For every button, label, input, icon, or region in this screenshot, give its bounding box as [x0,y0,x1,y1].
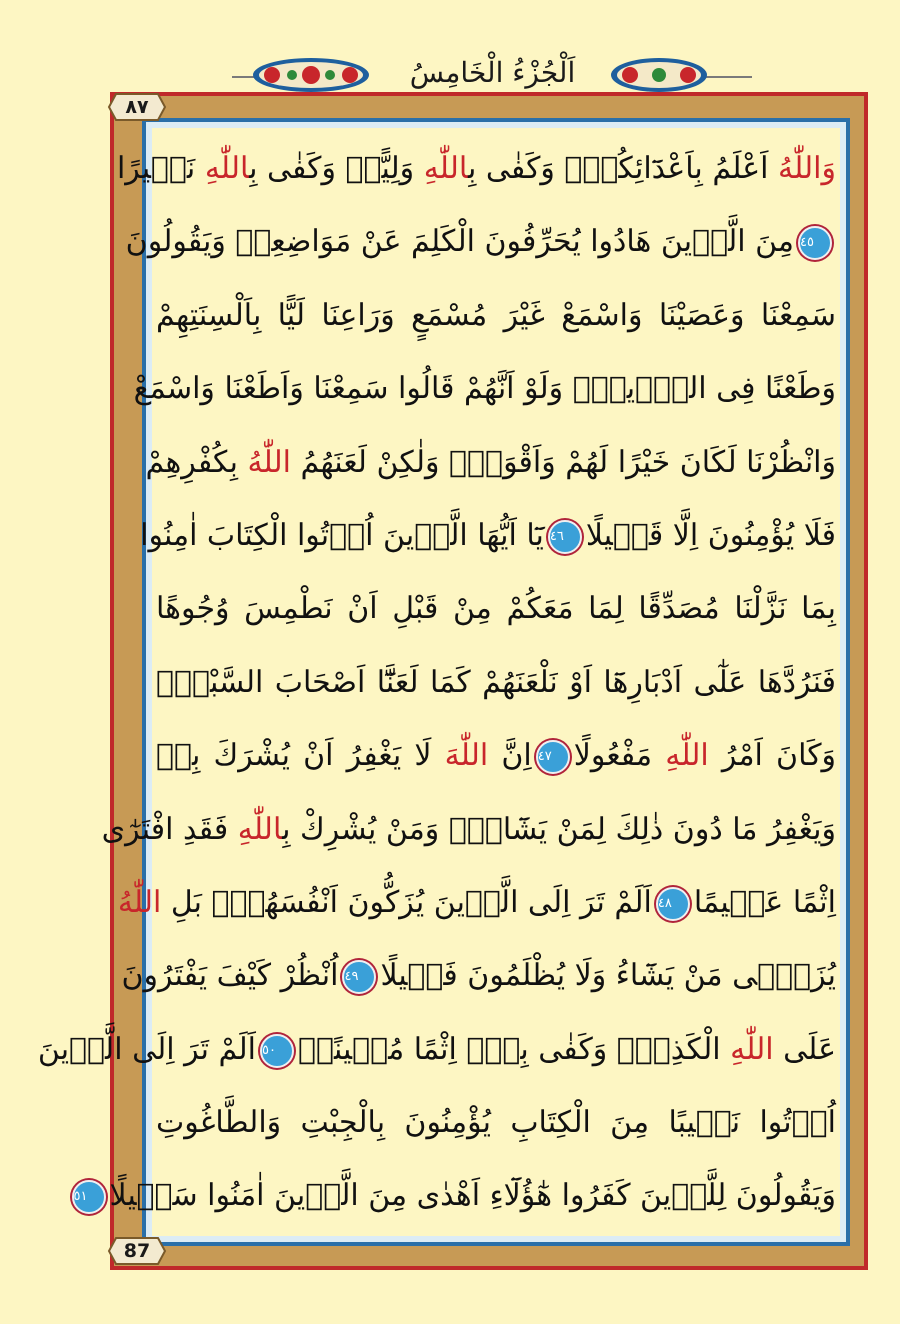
ayah-marker: ٤٧ [536,740,570,774]
page-number-bottom: 87 [123,1240,151,1262]
word: وَانْظُرْنَا لَكَانَ خَيْرًا لَهُمْ وَاَقْوَمَۙ وَلٰكِنْ لَعَنَهُمُ [290,444,836,480]
word: فَقَدِ افْتَرٰٓى [101,811,238,847]
text-line-13 [37,1013,836,1086]
allah-word: اللّٰهِ [665,738,709,774]
word: وَيَغْفِرُ مَا دُونَ ذٰلِكَ لِمَنْ يَشَٓاءُۚ وَمَنْ يُشْرِكْ بِ [282,811,836,847]
allah-word: اللّٰهِ [730,1031,774,1067]
juz-title: اَلْجُزْءُ الْخَامِسُ [409,56,576,89]
text-line-7 [156,572,836,645]
text-line-12 [121,939,836,1012]
allah-word: اللّٰهِ [237,811,283,847]
quran-text [37,132,836,1233]
text-line-4 [133,352,836,425]
word: نَصٖيرًا [116,151,205,186]
word: فَلَا يُؤْمِنُونَ اِلَّا قَلٖيلًا [585,517,836,553]
allah-word: اللّٰهِ [423,151,469,186]
word: سَمِعْنَا وَعَصَيْنَا وَاسْمَعْ غَيْرَ مُسْمَعٍ وَرَاعِنَا لَيًّا بِاَلْسِنَتِهِمْ [156,297,836,333]
allah-word: اللّٰهُ [117,884,162,920]
word: اَعْلَمُ بِاَعْدَٓائِكُمْۜ وَكَفٰى بِ [468,151,778,186]
ayah-marker: ٤٩ [342,960,376,994]
ayah-marker: ٥١ [72,1180,106,1214]
word: وَلِيًّاۗ وَكَفٰى بِ [249,151,424,186]
ayah-marker: ٥٠ [260,1034,294,1068]
text-line-6 [140,499,836,572]
floral-ornament-icon [252,56,370,94]
ayah-marker: ٤٥ [798,226,832,260]
allah-word: اللّٰهُ [778,151,822,186]
text-line-9 [156,719,836,792]
ayah-marker: ٤٦ [548,520,582,554]
text-line-2 [125,205,836,278]
text-line-5 [145,426,836,499]
page-number-badge-top [108,92,166,122]
word: وَطَعْنًا فِى الدّٖينِۜ وَلَوْ اَنَّهُمْ قَالُوا سَمِعْنَا وَاَطَعْنَا وَاسْمَعْ [133,371,836,407]
word: اِثْمًا عَظٖيمًا [693,884,836,920]
word: بِمَا نَزَّلْنَا مُصَدِّقًا لِمَا مَعَكُمْ مِنْ قَبْلِ اَنْ نَطْمِسَ وُجُوهًا [156,591,836,627]
page-number-top: ٨٧ [125,96,149,118]
allah-word: اللّٰهَ [444,738,489,774]
text-line-11 [117,866,836,939]
allah-word: اللّٰهِ [204,151,250,186]
text-line-15 [73,1159,836,1232]
word: اَلَمْ تَرَ اِلَى الَّذٖينَ يُزَكُّونَ اَنْفُسَهُمْۜ بَلِ [161,884,652,920]
word: الْكَذِبَۜ وَكَفٰى بِهٖٓ اِثْمًا مُبٖينًاۚ [297,1031,731,1067]
text-line-10 [101,793,836,866]
word: بِكُفْرِهِمْ [145,444,248,480]
page-number-badge-bottom [108,1236,166,1266]
ayah-marker: ٤٨ [656,887,690,921]
text-line-3 [156,279,836,352]
word: يَٓا اَيُّهَا الَّذٖينَ اُو۫تُوا الْكِتَابَ اٰمِنُوا [140,517,544,553]
floral-ornament-icon [610,56,708,94]
word: مِنَ الَّذٖينَ هَادُوا يُحَرِّفُونَ الْكَلِمَ عَنْ مَوَاضِعِهٖ وَيَقُولُونَ [125,224,794,260]
word: اِنَّ [488,738,532,774]
word: عَلَى [773,1031,836,1067]
text-line-8 [156,646,836,719]
word: وَ [821,151,836,186]
word: لَا يَغْفِرُ اَنْ يُشْرَكَ بِهٖ [156,738,445,774]
word: فَنَرُدَّهَا عَلٰٓى اَدْبَارِهَٓا اَوْ نَلْعَنَهُمْ كَمَا لَعَنَّٓا اَصْحَابَ السَّبْتِۜ [156,664,836,700]
word: مَفْعُولًا [573,738,666,774]
word: اُو۫تُوا نَصٖيبًا مِنَ الْكِتَابِ يُؤْمِنُونَ بِالْجِبْتِ وَالطَّاغُوتِ [156,1105,836,1141]
word: اَلَمْ تَرَ اِلَى الَّذٖينَ [37,1031,256,1067]
text-line-1 [116,132,836,205]
word: وَيَقُولُونَ لِلَّذٖينَ كَفَرُوا هٰٓؤُلَٓاءِ اَهْدٰى مِنَ الَّذٖينَ اٰمَنُوا سَبٖيلًا [109,1178,836,1214]
word: اُنْظُرْ كَيْفَ يَفْتَرُونَ [121,958,339,994]
word: يُزَكّٖى مَنْ يَشَٓاءُ وَلَا يُظْلَمُونَ فَتٖيلًا [380,958,836,994]
text-line-14 [156,1086,836,1159]
allah-word: اللّٰهُ [247,444,291,480]
word: وَكَانَ اَمْرُ [708,738,836,774]
